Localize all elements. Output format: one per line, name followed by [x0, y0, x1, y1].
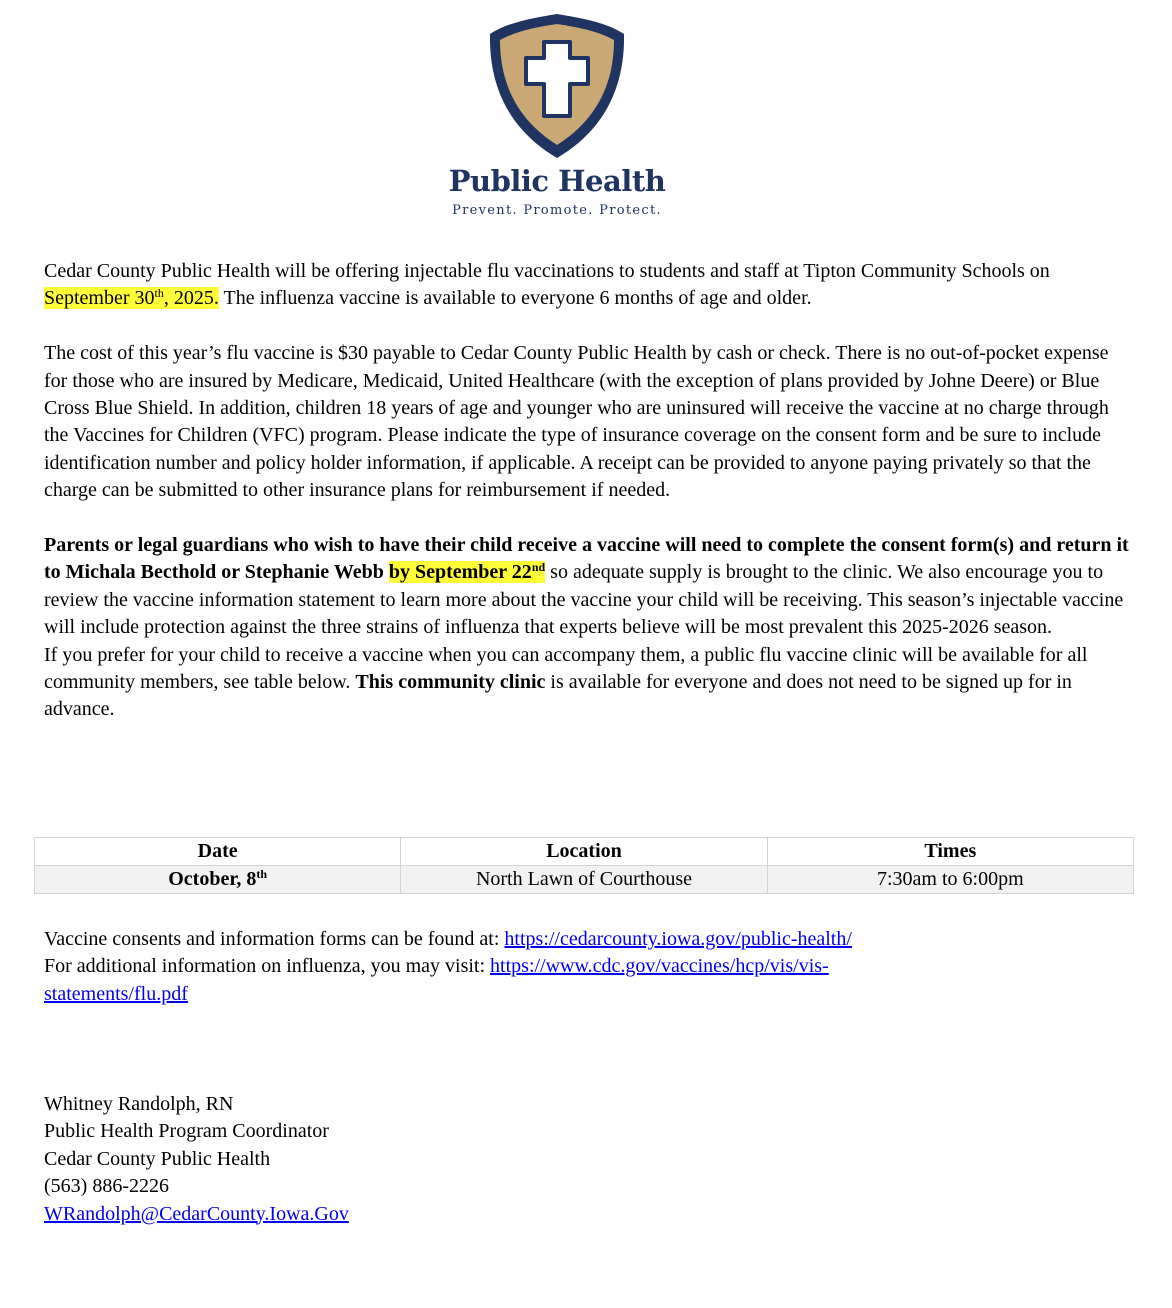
cell-location: North Lawn of Courthouse [401, 866, 767, 894]
resource-links [44, 926, 1134, 1008]
header-date: Date [35, 838, 401, 866]
cell-date: October, 8th [35, 866, 401, 894]
table-row [35, 866, 1134, 894]
signer-email-link[interactable]: WRandolph@CedarCounty.Iowa.Gov [44, 1202, 349, 1225]
logo-tagline: Prevent. Promote. Protect. [452, 203, 662, 218]
highlighted-clinic-date: September 30th, 2025. [44, 286, 219, 310]
paragraph-intro: Cedar County Public Health will be offering injectable flu vaccinations to students and staff at Tipton Community Schools on September 30th, 2025. The influenza vaccine is available to everyone 6 months of age and older. [44, 260, 1050, 310]
paragraph-consent: Parents or legal guardians who wish to have their child receive a vaccine will need to complete the consent form(s) and return it to Michala Becthold or Stephanie Webb by September 22nd so adequate supply is brought to the clinic. We also encourage you to review the vaccine information statement to learn more about the vaccine your child will be receiving. This season’s injectable vaccine will include protection against the three strains of influenza that experts believe will be most prevalent this 2025-2026 season. If you prefer for your child to receive a vaccine when you can accompany them, a public flu vaccine clinic will be available for all community members, see table below. This community clinic is available for everyone and does not need to be signed up for in advance. [44, 534, 1129, 721]
table-header-row [35, 838, 1134, 866]
paragraph-cost: The cost of this year’s flu vaccine is $30 payable to Cedar County Public Health by cash or check. There is no out-of-pocket expense for those who are insured by Medicare, Medicaid, United Healthcare (with the exception of plans provided by Johne Deere) or Blue Cross Blue Shield. In addition, children 18 years of age and younger who are uninsured will receive the vaccine at no charge through the Vaccines for Children (VFC) program. Please indicate the type of insurance coverage on the consent form and be sure to include identification number and policy holder information, if applicable. A receipt can be provided to anyone paying privately so that the charge can be submitted to other insurance plans for reimbursement if needed. [44, 342, 1109, 502]
signer-phone: (563) 886-2226 [44, 1175, 169, 1198]
header-location: Location [401, 838, 767, 866]
cdc-vis-link[interactable]: https://www.cdc.gov/vaccines/hcp/vis/vis- statements/flu.pdf [44, 955, 829, 1005]
consent-forms-link[interactable]: https://cedarcounty.iowa.gov/public-health/ [504, 928, 852, 950]
cdc-label: For additional information on influenza, you may visit: [44, 955, 491, 978]
highlighted-deadline: by September 22nd [388, 560, 546, 584]
public-health-logo [444, 12, 670, 218]
signature-block [44, 1091, 349, 1228]
letter-body [44, 258, 1134, 724]
signer-name: Whitney Randolph, RN [44, 1093, 234, 1115]
community-clinic-table [34, 837, 1134, 894]
header-times: Times [767, 838, 1133, 866]
signer-role: Public Health Program Coordinator [44, 1120, 329, 1143]
logo-title: Public Health [448, 164, 666, 198]
consent-label: Vaccine consents and information forms can be found at: [44, 928, 505, 950]
cell-times: 7:30am to 6:00pm [767, 866, 1133, 894]
signer-org: Cedar County Public Health [44, 1147, 271, 1170]
shield-cross-icon [486, 12, 628, 160]
